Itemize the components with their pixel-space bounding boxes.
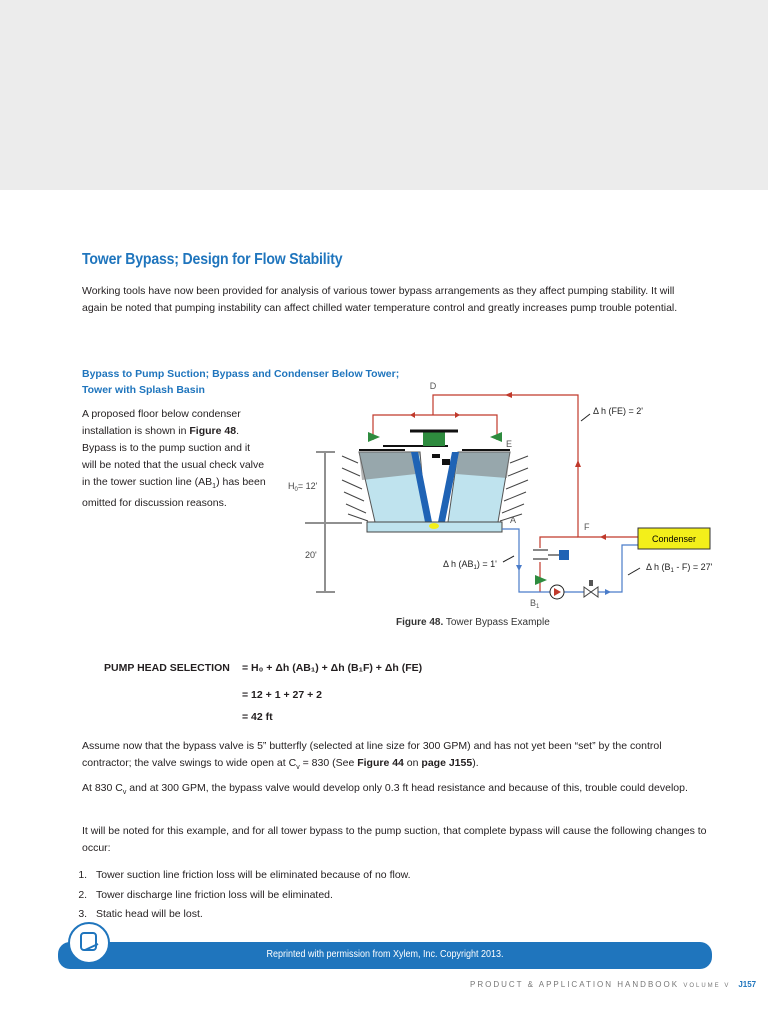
bypass-valve-icon: [533, 550, 569, 585]
formula-label: PUMP HEAD SELECTION: [104, 662, 230, 674]
text: on: [403, 757, 422, 769]
subscript: 1: [212, 483, 217, 491]
valve-right-icon: [490, 432, 502, 442]
page-footer: [470, 980, 756, 989]
page-number: J157: [738, 980, 757, 989]
dh-fe-label: Δ h (FE) = 2': [593, 406, 643, 416]
formula-line-3: = 42 ft: [242, 711, 273, 723]
paragraph-cv: [82, 780, 712, 801]
banner-text: Reprinted with permission from Xylem, Inc. Copyright 2013.: [266, 949, 504, 960]
drift-eliminator-right: [456, 452, 510, 478]
text: ).: [472, 757, 479, 769]
text: = 830 (See: [299, 757, 358, 769]
text: At 830 C: [82, 782, 123, 794]
paragraph-changes: It will be noted for this example, and for all tower bypass to the pump suction, that complete bypass will cause the following changes to occur:: [82, 825, 707, 854]
list-item: 1. Tower suction line friction loss will be eliminated because of no flow.: [90, 866, 411, 886]
text: Assume now that the bypass valve is 5” butterfly (selected at line size for 300 GPM) and has not yet been “set” by the control contractor; the valve swings to wide open at C: [82, 740, 662, 769]
pointer-arrows: [503, 414, 640, 575]
dh-b1f-label: Δ h $(B_1 - F) = 27'$: [646, 562, 713, 574]
figure-caption: Figure 48. Tower Bypass Example: [396, 617, 550, 628]
subscript: v: [122, 789, 127, 797]
condenser-label: Condenser: [651, 534, 697, 544]
valve-left-icon: [368, 432, 380, 442]
figure-ref: Figure 48: [189, 425, 237, 437]
subheading-line-1: Bypass to Pump Suction; Bypass and Condenser Below Tower;: [82, 368, 400, 380]
formula-line-2: = 12 + 1 + 27 + 2: [242, 689, 322, 701]
volume-label: VOLUME V: [683, 983, 731, 989]
point-d-label: D: [429, 381, 437, 391]
h0-label: $H_0= 12'$: [288, 481, 318, 493]
return-piping: [502, 529, 638, 592]
subheading-line-2: Tower with Splash Basin: [82, 384, 205, 396]
subscript: v: [296, 764, 300, 772]
text: and at 300 GPM, the bypass valve would develop only 0.3 ft head resistance and because of this, trouble could develop.: [126, 782, 688, 794]
figure-ref: Figure 44: [357, 757, 404, 769]
text: . Bypass is to the pump suction and it will be noted that the usual check valve in the tower suction line (AB: [82, 425, 265, 488]
intro-paragraph: Working tools have now been provided for analysis of various tower bypass arrangements as they affect pumping stability. It will again be noted that pumping instability can affect chilled water temperature control and greatly increases pump trouble potential.: [82, 285, 678, 314]
permission-banner: [58, 942, 712, 969]
dh-ab1-label: Δ h $(AB_1) = 1'$: [443, 559, 497, 571]
list-item: 2. Tower discharge line friction loss will be eliminated.: [90, 886, 411, 906]
point-b1-label: $B_1$: [530, 598, 540, 610]
note-icon: [68, 922, 110, 964]
page-ref: page J155: [421, 757, 473, 769]
text: ) has been omitted for discussion reasons.: [82, 476, 266, 510]
basin-outlet: [429, 523, 439, 529]
point-f-label: F: [584, 522, 590, 532]
changes-list: [60, 866, 411, 925]
point-a-label: A: [510, 515, 517, 525]
height-20-label: 20': [305, 550, 317, 560]
handbook-title: PRODUCT & APPLICATION HANDBOOK: [470, 980, 680, 989]
list-item: 3. Static head will be lost.: [90, 905, 411, 925]
text: A proposed floor below condenser installation is shown in: [82, 408, 241, 437]
paragraph-valve: [82, 738, 712, 776]
page-title: Tower Bypass; Design for Flow Stability: [82, 251, 343, 268]
control-valve-icon: [584, 580, 598, 597]
point-e-label: E: [506, 439, 513, 449]
formula-line-1: = H₀ + Δh (AB₁) + Δh (B₁F) + Δh (FE): [242, 662, 423, 674]
